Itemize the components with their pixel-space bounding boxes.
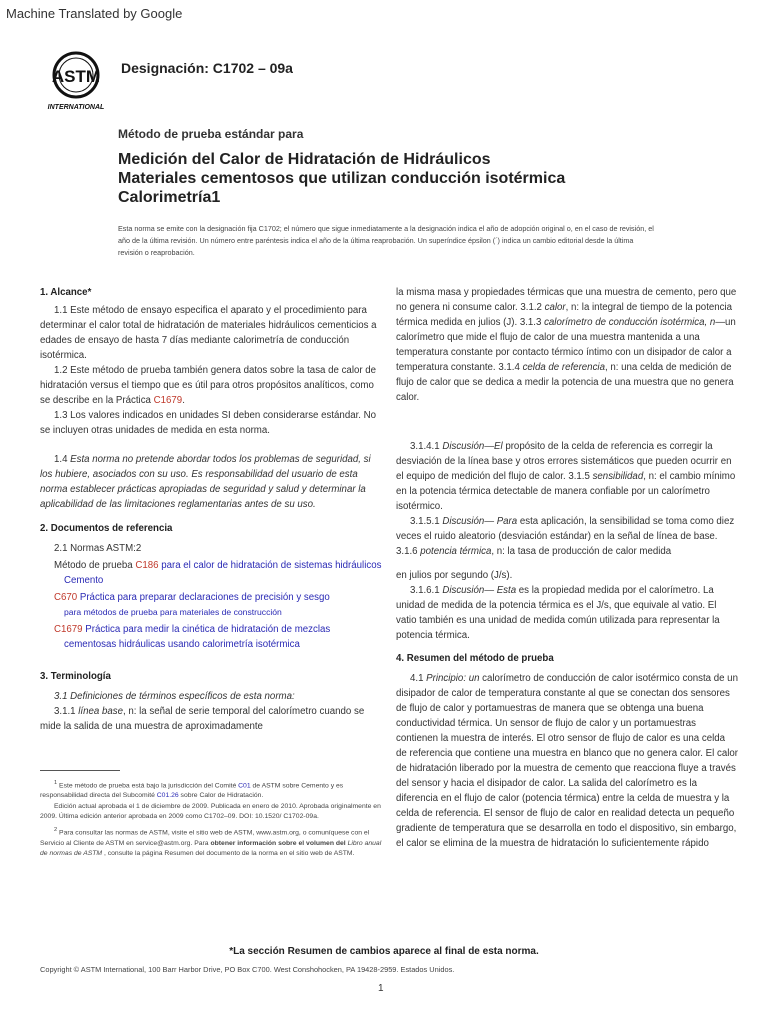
ref-c670 bbox=[40, 590, 382, 605]
title-line-1: Medición del Calor de Hidratación de Hidráulicos bbox=[118, 151, 491, 168]
para-3-1-5-1: 3.1.5.1 Discusión— Para esta aplicación, la sensibilidad se toma como diez veces el ruido aleatorio (desviación estándar) en la señal de línea de base. 3.1.6 potencia térmica, n: la tasa de producción de calor medida bbox=[396, 516, 735, 557]
para-1-3: 1.3 Los valores indicados en unidades SI deben considerarse estándar. No se incluyen otras unidades de medida en esta norma. bbox=[40, 410, 377, 436]
section-2-heading: 2. Documentos de referencia bbox=[40, 523, 173, 534]
link-c670[interactable]: C670 bbox=[54, 592, 78, 603]
machine-translated-header: Machine Translated by Google bbox=[6, 6, 183, 21]
section-4-heading: 4. Resumen del método de prueba bbox=[396, 653, 554, 664]
para-3-1-6-cont: en julios por segundo (J/s). bbox=[396, 570, 513, 581]
footnote-2: $^2$ Para consultar las normas de ASTM, visite el sitio web de ASTM, www.astm.org, o comuníquese con el Servicio al Cliente de ASTM en service@astm.org. Para obtener información sobre el volumen del Libro anual de normas de ASTM , consulte la página Resumen del documento de la norma en el sitio web de ASTM. bbox=[40, 827, 382, 857]
link-c186-title[interactable]: para el calor de hidratación de sistemas hidráulicos bbox=[158, 560, 382, 571]
footnote-1: $^1$ Este método de prueba está bajo la jurisdicción del Comité C01 de ASTM sobre Cemento y es responsabilidad directa del Subcomité C01.26 sobre Calor de Hidratación. bbox=[40, 780, 344, 800]
svg-text:ASTM: ASTM bbox=[51, 67, 101, 86]
link-c1679[interactable]: C1679 bbox=[153, 395, 183, 406]
section-1-heading: 1. Alcance* bbox=[40, 287, 92, 298]
method-line: Método de prueba estándar para bbox=[118, 127, 304, 141]
ref-c1679-cont[interactable]: cementosas hidráulicas usando calorimetría isotérmica bbox=[64, 639, 300, 650]
designation: Designación: C1702 – 09a bbox=[121, 60, 293, 76]
ref-c186-cont[interactable]: Cemento bbox=[64, 575, 104, 586]
issuance-note: Esta norma se emite con la designación fija C1702; el número que sigue inmediatamente a la designación indica el año de adopción original o, en el caso de revisión, el año de la última revisión. Un número entre paréntesis indica el año de la última reaprobación. Un superíndice épsilon (´) indica un cambio editorial desde la última revisión o reaprobación. bbox=[118, 224, 654, 257]
svg-text:INTERNATIONAL: INTERNATIONAL bbox=[47, 104, 105, 111]
footnotes bbox=[40, 778, 382, 859]
link-c1679-ref[interactable]: C1679 bbox=[54, 624, 83, 635]
title-line-3: Calorimetría1 bbox=[118, 189, 221, 206]
copyright: Copyright © ASTM International, 100 Barr Harbor Drive, PO Box C700. West Conshohocken, PA 19428-2959. Estados Unidos. bbox=[40, 965, 455, 974]
ref-c186: Método de prueba C186 para el calor de hidratación de sistemas hidráulicos bbox=[54, 560, 382, 571]
footnote-1-edition: Edición actual aprobada el 1 de diciembre de 2009. Publicada en enero de 2010. Aprobada originalmente en 2009. Última edición anterior aprobada en 2009 como C1702–09. DOI: 10.1520/ C1702-09a. bbox=[40, 802, 381, 820]
footnote-rule bbox=[40, 770, 120, 771]
para-3-1-2-to-3-1-4: la misma masa y propiedades térmicas que una muestra de cemento, pero que no genera ni consume calor. 3.1.2 calor, n: la integral de tiempo de la potencia térmica medida en julios (J). 3.1.3 calorímetro de conducción isotérmica, n—un calorímetro que mide el flujo de calor de una muestra mantenida a una temperatura constante por contacto térmico íntimo con un disipador de calor a temperatura constante. 3.1.4 celda de referencia, n: una celda de medición de flujo de calor que se dedica a medir la potencia de una muestra que no genera calor. bbox=[396, 287, 737, 403]
link-c1679-title[interactable]: Práctica para medir la cinética de hidratación de mezclas bbox=[82, 624, 331, 635]
para-3-1-4-1: 3.1.4.1 Discusión—El propósito de la celda de referencia es corregir la desviación de la línea base y otros errores sistemáticos que pueden ocurrir en el equipo de medición del flujo de calor. 3.1.5 sensibilidad, n: el cambio mínimo en la potencia térmica detectable de manera confiable por un calorímetro isotérmico. bbox=[396, 441, 736, 512]
para-4-1: 4.1 Principio: un calorímetro de conducción de calor isotérmico consta de un disipador de calor de temperatura constante al que se conectan dos sensores de flujo de calor y portamuestras de manera que se obtenga una buena conductividad térmica. Un sensor de flujo de calor y un portamuestras contienen la muestra de interés. El otro sensor de flujo de calor es una celda de referencia que contiene una muestra en blanco que no genera calor. El calor de hidratación liberado por la muestra de cemento que reacciona fluye a través del sensor y hacia el disipador de calor. La salida del calorímetro es la diferencia en el flujo de calor (potencia térmica) entre la celda de muestra y la celda de referencia. El sensor de flujo de calor en realidad detecta un pequeño gradiente de temperatura que se desarrolla en todo el dispositivo, sin embargo, el calor se elimina de la muestra de hidratación lo suficientemente rápido bbox=[396, 673, 738, 849]
ref-c670-cont[interactable]: para métodos de prueba para materiales de construcción bbox=[64, 607, 282, 617]
link-c186[interactable]: C186 bbox=[135, 560, 159, 571]
page-number: 1 bbox=[378, 983, 384, 994]
para-3-1: 3.1 Definiciones de términos específicos de esta norma: bbox=[54, 691, 295, 702]
para-3-1-1: 3.1.1 línea base, n: la señal de serie temporal del calorímetro cuando se mide la salida de una muestra de aproximadamente bbox=[40, 706, 365, 732]
link-c670-title[interactable]: Práctica para preparar declaraciones de precisión y sesgo bbox=[77, 592, 330, 603]
title-line-2: Materiales cementosos que utilizan conducción isotérmica bbox=[118, 170, 566, 187]
summary-of-changes-note: *La sección Resumen de cambios aparece al final de esta norma. bbox=[229, 946, 539, 957]
right-column bbox=[396, 285, 738, 851]
para-1-1: 1.1 Este método de ensayo especifica el aparato y el procedimiento para determinar el calor total de hidratación de materiales hidráulicos cementicios a edades de ensayo de hasta 7 días mediante calorimetría de conducción isotérmica. bbox=[40, 305, 377, 361]
left-column bbox=[40, 285, 382, 734]
para-1-4: 1.4 Esta norma no pretende abordar todos los problemas de seguridad, si los hubiere, asociados con su uso. Es responsabilidad del usuario de esta norma establecer prácticas apropiadas de seguridad y salud y determinar la aplicabilidad de las limitaciones reglamentarias antes de su uso. bbox=[40, 454, 371, 510]
document-title bbox=[118, 150, 718, 207]
astm-logo bbox=[40, 49, 112, 111]
ref-c1679 bbox=[40, 622, 382, 637]
para-3-1-6-1: 3.1.6.1 Discusión— Esta es la propiedad medida por el calorímetro. La unidad de medida de la potencia térmica es el J/s, que equivale al vatio. El vatio también es una unidad de medida común utilizada para representar la potencia térmica. bbox=[396, 585, 720, 641]
para-1-2: 1.2 Este método de prueba también genera datos sobre la tasa de calor de hidratación versus el tiempo que es útil para otros propósitos analíticos, como se describe en la Práctica C1679. bbox=[40, 365, 377, 406]
section-3-heading: 3. Terminología bbox=[40, 671, 111, 682]
para-2-1: 2.1 Normas ASTM:2 bbox=[54, 543, 142, 554]
